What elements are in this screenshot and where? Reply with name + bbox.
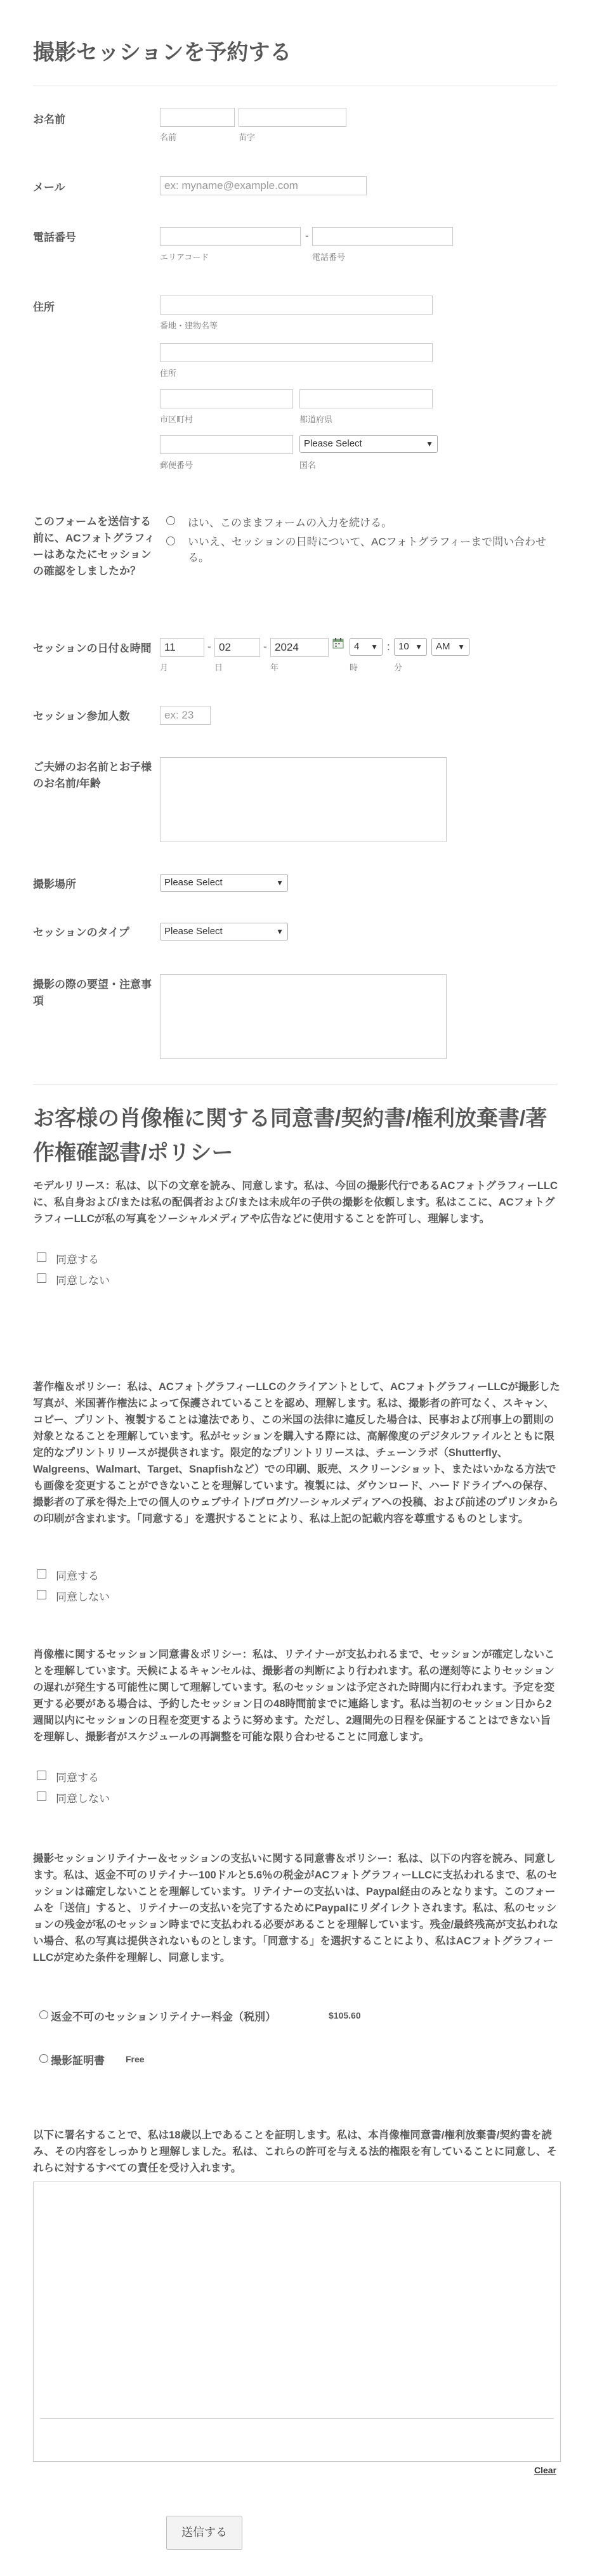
product2-label: 撮影証明書 [51,2055,105,2067]
session-type-select[interactable] [160,923,288,940]
minute-select-value: 10 [398,641,409,652]
phone-area-sublabel: エリアコード [160,252,209,262]
chevron-down-icon: ▼ [426,439,433,448]
confirm-yes-radio[interactable] [166,516,175,525]
location-select-value: Please Select [164,877,223,888]
month-input[interactable]: 11 [160,638,204,657]
couple-textarea[interactable] [160,757,447,842]
session-type-label: セッションのタイプ [33,927,129,939]
month-sublabel: 月 [160,663,169,672]
section-divider [33,1084,557,1085]
copyright-disagree-label: 同意しない [56,1591,110,1603]
chevron-down-icon: ▼ [276,927,284,936]
location-label: 撮影場所 [33,878,76,890]
model-release-agree-label: 同意する [56,1254,99,1266]
session-policy-disagree-label: 同意しない [56,1793,110,1805]
session-policy-agree-checkbox[interactable] [37,1771,46,1780]
chevron-down-icon: ▼ [415,642,423,651]
day-input[interactable]: 02 [214,638,260,657]
form-title: 撮影セッションを予約する [33,41,292,65]
chevron-down-icon: ▼ [457,642,465,651]
section2-title: お客様の肖像権に関する同意書/契約書/権利放棄書/著作権確認書/ポリシー [33,1107,547,1165]
phone-label: 電話番号 [33,231,76,244]
last-name-sublabel: 苗字 [239,133,256,142]
confirm-yes-label: はい、このままフォームの入力を続ける。 [188,517,393,529]
session-policy-disagree-checkbox[interactable] [37,1792,46,1801]
notes-label: 撮影の際の要望・注意事項 [33,979,152,1007]
product1-label: 返金不可のセッションリテイナー料金（税別） [51,2011,277,2023]
location-select[interactable] [160,874,288,892]
signature-text: 以下に署名することで、私は18歳以上であることを証明します。私は、本肖像権同意書/権利放棄書/契約書を読み、その内容をしっかりと理解しました。私は、これらの許可を与える法的権限を有していることに同意し、それらに対するすべての責任を受け入れます。 [33,2130,557,2174]
date-dash-2: - [263,641,267,653]
copyright-agree-label: 同意する [56,1570,99,1582]
zip-input[interactable] [160,435,293,454]
notes-textarea[interactable] [160,974,447,1059]
copyright-text: 著作権＆ポリシー：私は、ACフォトグラフィーLLCのクライアントとして、ACフォトグラフィーLLCが撮影した写真が、米国著作権法によって保護されていることを認め、理解します。私は、撮影者の許可なく、スキャン、コピー、プリント、複製することは違法であり、この米国の法律に違反した場合は、民事および刑事上の罰則の対象となることを理解しています。私がセッションを購入する際には、高解像度のデジタルファイルとともに限定的なプリントリリースが提供されます。限定的なプリントリリースは、チェーンラボ（Shutterfly、Walgreens、Walmart、Target、Snapfishなど）での印刷、販売、スクリーンショット、またはいかなる方法でも画像を変更することができないことを理解しています。複製には、ダウンロード、ハードドライブへの保存、撮影者の了承を得た上での個人のウェブサイト/ブログ/ソーシャルメディアへの投稿、および前述のプリンタからの印刷が含まれます。「同意する」を選択することにより、私は上記の記載内容を尊重するものとします。 [33,1381,560,1525]
street-sublabel: 番地・建物名等 [160,321,218,330]
chevron-down-icon: ▼ [276,878,284,887]
retainer-text: 撮影セッションリテイナー＆セッションの支払いに関する同意書＆ポリシー：私は、以下の内容を読み、同意します。私は、返金不可のリテイナー100ドルと5.6％の税金がACフォトグラフィーLLCに支払われるまで、私のセッションは確定しないことを理解しています。リテイナーの支払いは、Paypal経由のみとなります。このフォームを「送信」すると、リテイナーの支払いを完了するためにPaypalにリダイレクトされます。私は、私のセッションの残金が私のセッション時までに支払われる必要があることを理解しています。残金/最終残高が支払われない場合、私の写真は提供されないものとします。「同意する」を選択することにより、私はACフォトグラフィーLLCが定めた条件を理解し、同意します。 [33,1853,558,1963]
model-release-text: モデルリリース：私は、以下の文章を読み、同意します。私は、今回の撮影代行であるACフォトグラフィーLLCに、私自身および/または私の配偶者および/または未成年の子供の撮影を依頼します。私はここに、ACフォトグラフィーLLCが私の写真をソーシャルメディアや広告などに使用することを許可し、理解します。 [33,1180,558,1225]
product1-price: $105.60 [329,2010,361,2020]
confirm-label: このフォームを送信する前に、ACフォトグラフィーはあなたにセッションの確認をしましたか？ [33,516,155,577]
street-input[interactable] [160,296,433,315]
product2-radio[interactable] [39,2054,48,2063]
hour-sublabel: 時 [350,663,358,672]
time-colon: : [387,641,390,653]
email-label: メール [33,181,65,193]
couple-label: ご夫婦のお名前とお子様のお名前/年齢 [33,761,152,790]
session-type-select-value: Please Select [164,926,223,937]
state-sublabel: 都道府県 [299,415,333,424]
ampm-select[interactable] [431,638,469,656]
calendar-icon[interactable] [332,637,344,649]
last-name-input[interactable] [239,108,346,127]
copyright-disagree-checkbox[interactable] [37,1590,46,1599]
session-policy-text: 肖像権に関するセッション同意書＆ポリシー：私は、リテイナーが支払われるまで、セッションが確定しないことを理解しています。天候によるキャンセルは、撮影者の判断により行われます。私の遅刻等によりセッションの遅れが発生する可能性に関して理解しています。私のセッションは予定された時間内に行われます。予定を変更する必要がある場合は、予約したセッション日の48時間前までに連絡します。私は当初のセッション日から2週間以内にセッションの日程を変更するように努めます。ただし、2週間先の日程を保証することはできない旨を理解し、撮影者がスケジュールの再調整を可能な限り合わせることに同意します。 [33,1649,555,1743]
confirm-no-label: いいえ、セッションの日時について、ACフォトグラフィーまで問い合わせる。 [188,536,547,564]
year-sublabel: 年 [270,663,279,672]
address-line2-sublabel: 住所 [160,368,177,378]
model-release-agree-checkbox[interactable] [37,1252,46,1262]
signature-pad[interactable] [33,2182,561,2462]
model-release-disagree-label: 同意しない [56,1275,110,1287]
name-label: お名前 [33,114,65,126]
country-select-value: Please Select [304,438,362,449]
minute-select[interactable] [394,638,427,656]
zip-sublabel: 郵便番号 [160,460,193,470]
state-input[interactable] [299,389,433,408]
participants-label: セッション参加人数 [33,710,130,722]
confirm-no-radio[interactable] [166,537,175,545]
hour-select[interactable] [350,638,383,656]
model-release-disagree-checkbox[interactable] [37,1273,46,1283]
clear-signature-link[interactable]: Clear [534,2465,557,2475]
copyright-agree-checkbox[interactable] [37,1569,46,1578]
first-name-sublabel: 名前 [160,133,177,142]
session-datetime-label: セッションの日付＆時間 [33,642,152,654]
phone-dash: - [305,230,309,242]
country-select[interactable] [299,435,438,453]
chevron-down-icon: ▼ [370,642,378,651]
product1-radio[interactable] [39,2010,48,2019]
phone-number-sublabel: 電話番号 [312,252,346,262]
participants-input[interactable]: ex: 23 [160,706,211,725]
signature-line [40,2418,554,2419]
address-line2-input[interactable] [160,343,433,362]
phone-number-input[interactable] [312,227,453,246]
first-name-input[interactable] [160,108,235,127]
year-input[interactable]: 2024 [270,638,329,657]
email-field[interactable]: ex: myname@example.com [160,176,367,195]
day-sublabel: 日 [214,663,223,672]
city-sublabel: 市区町村 [160,415,193,424]
ampm-select-value: AM [436,641,450,652]
submit-button[interactable]: 送信する [166,2516,242,2550]
date-dash-1: - [207,641,211,653]
address-label: 住所 [33,301,55,313]
product2-price: Free [126,2054,145,2064]
minute-sublabel: 分 [394,663,403,672]
phone-area-input[interactable] [160,227,301,246]
country-sublabel: 国名 [299,460,317,470]
session-policy-agree-label: 同意する [56,1772,99,1784]
city-input[interactable] [160,389,293,408]
hour-select-value: 4 [354,641,360,652]
